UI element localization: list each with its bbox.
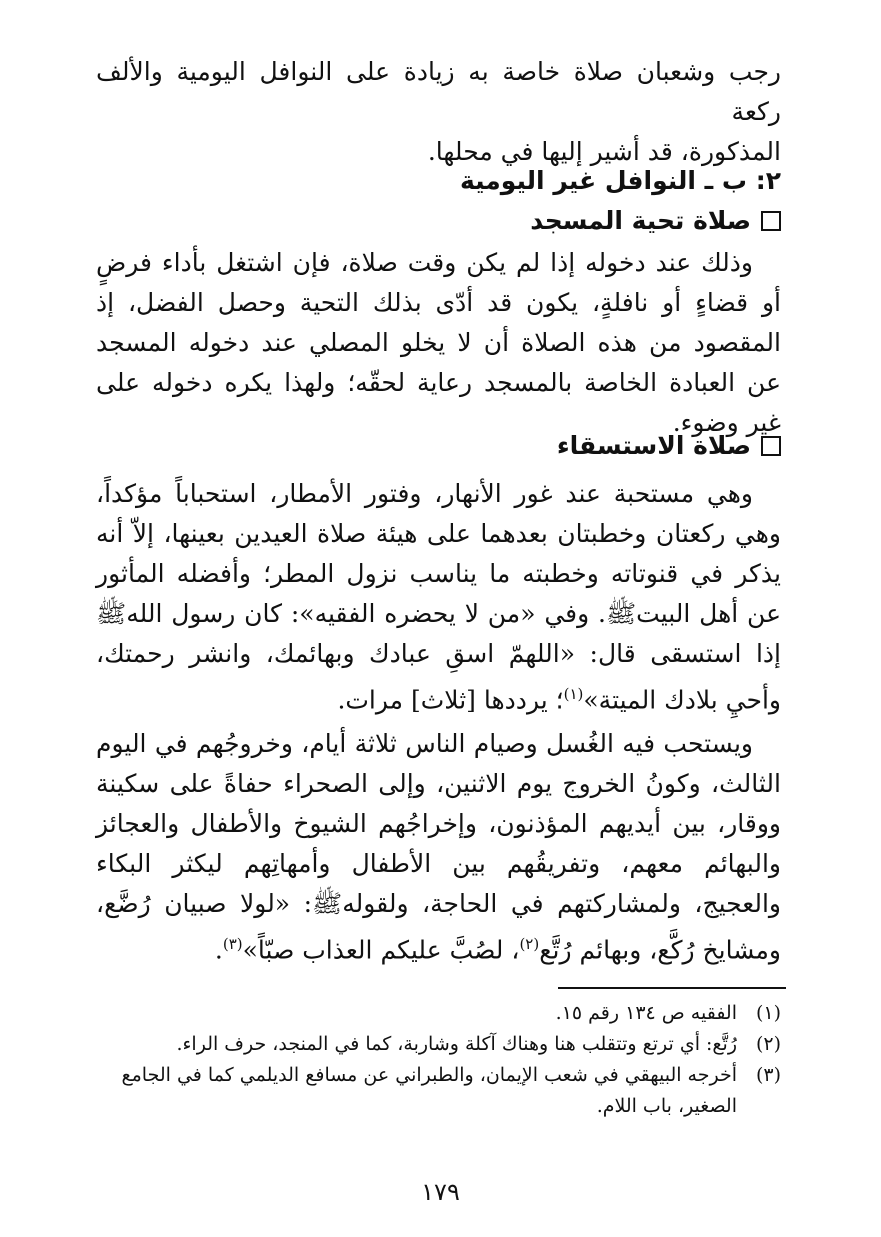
intro-line-1: رجب وشعبان صلاة خاصة به زيادة على النوافل اليومية والألف ركعة: [96, 57, 781, 126]
istisqa-heading-text: صلاة الاستسقاء: [556, 431, 751, 460]
intro-paragraph: [96, 52, 781, 172]
footnote-ref-2: (٢): [519, 935, 540, 954]
square-box-icon: [761, 211, 781, 231]
istisqa-p1-text: وهي مستحبة عند غور الأنهار، وفتور الأمطار، استحباباً مؤكداً، وهي ركعتان وخطبتان بعدهما على هيئة صلاة العيدين بعينها، إلاّ أنه يذكر في قنوتاته وخطبته ما يناسب نزول المطر؛ وأفضله المأثور عن أهل البيتﷺ. وفي «من لا يحضره الفقيه»: كان رسول اللهﷺ إذا استسقى قال: «اللهمّ اسقِ عبادك وبهائمك، وانشر رحمتك، وأحيِ بلادك الميتة»: [96, 479, 781, 715]
section-heading: [460, 163, 781, 199]
section-heading-text: ٢: ب ـ النوافل غير اليومية: [459, 166, 781, 195]
istisqa-section: [96, 474, 781, 971]
footnote-number: (١): [755, 1002, 781, 1024]
tahiyya-heading-text: صلاة تحية المسجد: [530, 206, 751, 235]
footnote-ref-1: (١): [563, 685, 584, 703]
footnotes: [91, 998, 781, 1122]
footnote-text: الفقيه ص ١٣٤ رقم ١٥.: [555, 1002, 737, 1024]
tahiyya-section: [96, 243, 781, 443]
footnote-text: أخرجه البيهقي في شعب الإيمان، والطبراني عن مسافع الديلمي كما في الجامع الصغير، باب اللام.: [121, 1064, 737, 1117]
tahiyya-paragraph: وذلك عند دخوله إذا لم يكن وقت صلاة، فإن اشتغل بأداء فرضٍ أو قضاءٍ أو نافلةٍ، يكون قد أدّى بذلك التحية وحصل الفضل، إذ المقصود من هذه الصلاة أن لا يخلو المصلي عند دخوله المسجد عن العبادة الخاصة بالمسجد رعاية لحقّه؛ ولهذا يكره دخوله على غير وضوء.: [96, 248, 781, 437]
footnote-divider: [558, 987, 786, 989]
istisqa-p2-mid: ، لصُبَّ عليكم العذاب صبّاً»: [242, 935, 520, 965]
footnote-number: (٢): [755, 1033, 781, 1055]
istisqa-paragraph-2: [96, 724, 781, 970]
istisqa-p1-end: ؛ يرددها [ثلاث] مرات.: [337, 685, 564, 715]
istisqa-p2-end: .: [214, 935, 223, 965]
footnote-3: [91, 1060, 781, 1122]
istisqa-p2-text: ويستحب فيه الغُسل وصيام الناس ثلاثة أيام، وخروجُهم في اليوم الثالث، وكونُ الخروج يوم الاثنين، وإلى الصحراء حفاةً على سكينة ووقار، بين أيديهم المؤذنون، وإخراجُهم الشيوخ والأطفال والعجائز والبهائم معهم، وتفريقُهم بين الأطفال وأمهاتِهم ليكثر البكاء والعجيج، ولمشاركتهم في الحاجة، ولقولهﷺ: «لولا صبيان رُضَّع، ومشايخ رُكَّع، وبهائم رُتَّع: [96, 729, 781, 965]
page-number: ١٧٩: [421, 1178, 460, 1206]
footnote-number: (٣): [755, 1064, 781, 1086]
intro-line-2: المذكورة، قد أشير إليها في محلها.: [427, 137, 781, 166]
tahiyya-heading: [530, 203, 781, 239]
istisqa-paragraph-1: [96, 474, 781, 720]
footnote-ref-3: (٣): [222, 935, 243, 954]
footnote-text: رُتَّع: أي ترتع وتتقلب هنا وهناك آكلة وشاربة، كما في المنجد، حرف الراء.: [176, 1033, 737, 1055]
footnote-2: [91, 1029, 781, 1060]
istisqa-heading: [557, 428, 781, 464]
footnote-1: [91, 998, 781, 1029]
square-box-icon: [761, 436, 781, 456]
